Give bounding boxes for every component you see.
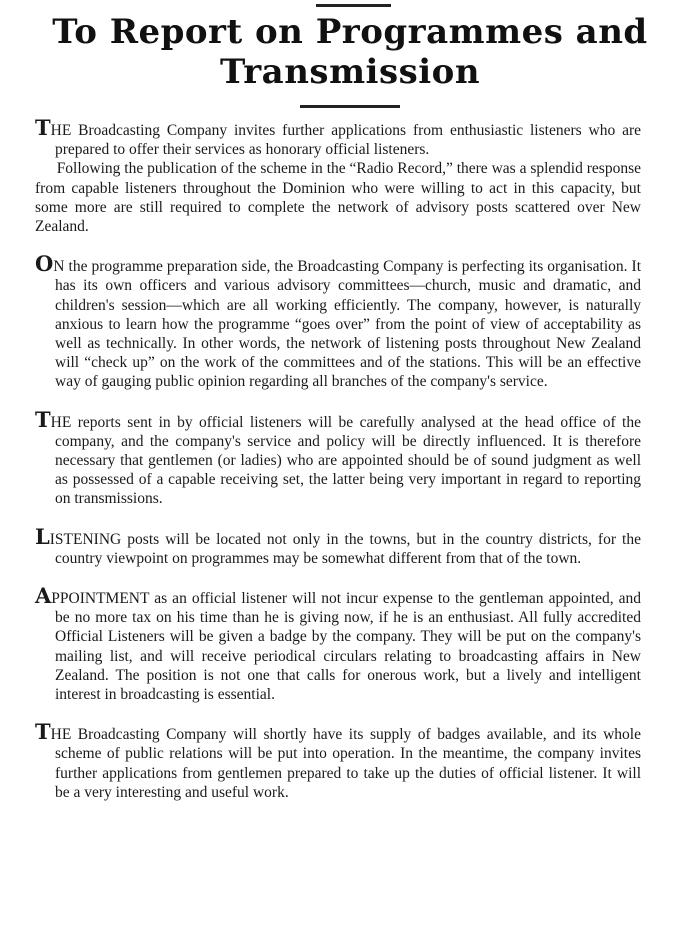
paragraph (35, 583, 641, 704)
title-rule (300, 105, 400, 108)
initial-letter: T (35, 719, 51, 745)
section-2 (35, 251, 641, 391)
paragraph-text: Following the publication of the scheme in the “Radio Record,” there was a splendid response from capable listeners throughout the Dominion who were willing to act in this capacity, but some more are still required to complete the network of advisory posts scattered over New Zealand. (35, 160, 641, 236)
paragraph (35, 251, 641, 391)
paragraph-text: HE reports sent in by official listeners will be carefully analysed at the head office of the company, and the company's service and policy will be directly influenced. It is therefore necessary that gentlemen (or ladies) who are appointed should be of sound judgment as well as possessed of a capable receiving set, the latter being very important in regard to reporting on transmissions. (50, 413, 641, 508)
section-4 (35, 523, 641, 568)
section-1 (35, 115, 641, 236)
title-line-2: Transmission (219, 52, 481, 92)
paragraph (35, 719, 641, 802)
paragraph-text: ISTENING posts will be located not only in the towns, but in the country districts, for the country viewpoint on programmes may be somewhat different from that of the town. (49, 530, 641, 567)
section-5 (35, 583, 641, 704)
paragraph (35, 115, 641, 159)
section-3 (35, 406, 641, 509)
paragraph-text: HE Broadcasting Company invites further applications from enthusiastic listeners who are prepared to offer their services as honorary official listeners. (50, 122, 641, 159)
article-title (0, 12, 700, 92)
title-line-1: To Report on Programmes and (52, 12, 648, 52)
initial-letter: O (35, 251, 54, 277)
article-body (35, 115, 641, 820)
initial-letter: A (35, 583, 52, 609)
top-rule (316, 4, 391, 7)
paragraph (35, 406, 641, 509)
section-6 (35, 719, 641, 802)
paragraph-text: PPOINTMENT as an official listener will not incur expense to the gentleman appointed, and be no more tax on his time than he is giving now, if he is an enthusiast. All fully accredited Official Listeners will be given a badge by the company. They will be put on the company's mailing list, and will receive periodical circulars relating to broadcasting affairs in New Zealand. The position is not one that calls for onerous work, but a lively and intelligent interest in broadcasting is essential. (51, 590, 641, 704)
paragraph (35, 159, 641, 236)
initial-letter: L (35, 523, 50, 549)
initial-letter: T (35, 406, 51, 432)
paragraph (35, 523, 641, 568)
paragraph-text: N the programme preparation side, the Broadcasting Company is perfecting its organisation. It has its own officers and various advisory committees—church, music and dramatic, and children's session—which are all working efficiently. The company, however, is naturally anxious to learn how the programme “goes over” from the point of view of acceptability as well as technically. In other words, the network of listening posts throughout New Zealand will “check up” on the work of the committees and of the stations. This will be an effective way of gauging public opinion regarding all branches of the company's service. (53, 258, 641, 391)
initial-letter: T (35, 115, 51, 140)
paragraph-text: HE Broadcasting Company will shortly have its supply of badges available, and its whole scheme of public relations will be put into operation. In the meantime, the company invites further applications from gentlemen prepared to take up the duties of official listener. It will be a very interesting and useful work. (50, 726, 641, 801)
